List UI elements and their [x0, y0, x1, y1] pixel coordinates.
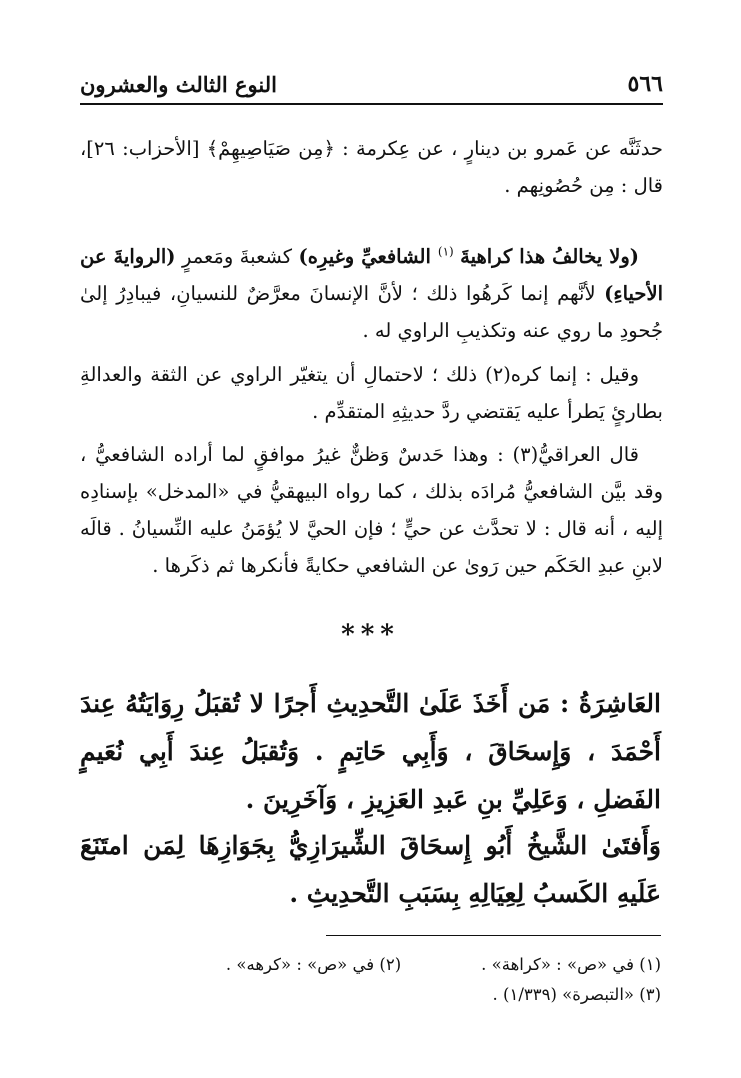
footnote-row-2	[80, 980, 661, 1010]
header-rule	[80, 103, 663, 105]
para2-normal-end: لأنَّهم إنما كَرهُوا ذلك ؛ لأنَّ الإنسانَ معرَّضٌ للنسيانِ، فيبادِرُ إلىٰ جُحودِ ما روي عنه وتكذيبِ الراوي له .	[80, 282, 663, 342]
page-number: ٥٦٦	[627, 71, 663, 97]
footnote-1: (١) في «ص» : «كراهة» .	[481, 955, 661, 974]
footnotes	[80, 950, 661, 1010]
para2-bold-open: (ولا يخالفُ هذا كراهيةَ	[460, 245, 640, 268]
footnote-rule	[326, 935, 661, 936]
para2-bold-mid2: (الروايةَ عن الأحياءِ)	[80, 245, 663, 305]
paragraph-3: وقيل : إنما كره(٢) ذلك ؛ لاحتمالِ أن يتغيّر الراوي عن الثقة والعدالةِ بطارئٍ يَطرأ عليه يَقتضي ردَّ حديثِهِ المتقدِّم .	[80, 363, 663, 423]
running-title: النوع الثالث والعشرون	[80, 71, 277, 97]
page-header	[80, 66, 663, 102]
footnote-3: (٣) «التبصرة» (١/٣٣٩) .	[492, 985, 661, 1004]
para2-normal-mid: كشعبةَ ومَعمرٍ	[175, 245, 299, 268]
vocalized-paragraph-2: وَأَفتَىٰ الشَّيخُ أَبُو إِسحَاقَ الشِّيرَازِيُّ بِجَوَازِهَا لِمَن امتَنَعَ عَلَيهِ الكَسبُ لِعِيَالِهِ بِسَبَبِ التَّحدِيثِ .	[80, 831, 661, 908]
footnote-ref-1[interactable]: (١)	[437, 244, 454, 259]
para2-bold-mid: الشافعيِّ وغيرِه)	[298, 245, 438, 268]
footnote-row-1	[80, 950, 661, 980]
section-separator: ***	[341, 620, 400, 650]
footnote-2: (٢) في «ص» : «كرهه» .	[225, 955, 402, 974]
paragraph-1: حدثَنَّه عن عَمرو بن دينارٍ ، عن عِكرمة : ﴿مِن صَيَاصِيهِمْ﴾ [الأحزاب: ٢٦]، قال : مِن حُصُونِهم .	[80, 137, 663, 197]
paragraph-2	[80, 238, 663, 349]
vocalized-paragraph-1: العَاشِرَةُ : مَن أَخَذَ عَلَىٰ التَّحدِيثِ أَجرًا لا تُقبَلُ رِوَايَتُهُ عِندَ أَحْمَدَ ، وَإِسحَاقَ ، وَأَبِي حَاتِمٍ . وَتُقبَلُ عِندَ أَبِي نُعَيمٍ الفَضلِ ، وَعَلِيِّ بنِ عَبدِ العَزِيزِ ، وَآخَرِينَ .	[80, 689, 661, 814]
paragraph-4: قال العراقيُّ(٣) : وهذا حَدسٌ وَظنٌّ غيرُ موافقٍ لما أراده الشافعيُّ ، وقد بيَّن الشافعيُّ مُرادَه بذلك ، كما رواه البيهقيُّ في «المدخل» بإسنادِه إليه ، أنه قال : لا تحدَّث عن حيٍّ ؛ فإن الحيَّ لا يُؤمَنُ عليه النِّسيانُ . قالَه لابنِ عبدِ الحَكَم حين رَوىٰ عن الشافعي حكايةً فأنكرها ثم ذكَرها .	[80, 443, 663, 577]
